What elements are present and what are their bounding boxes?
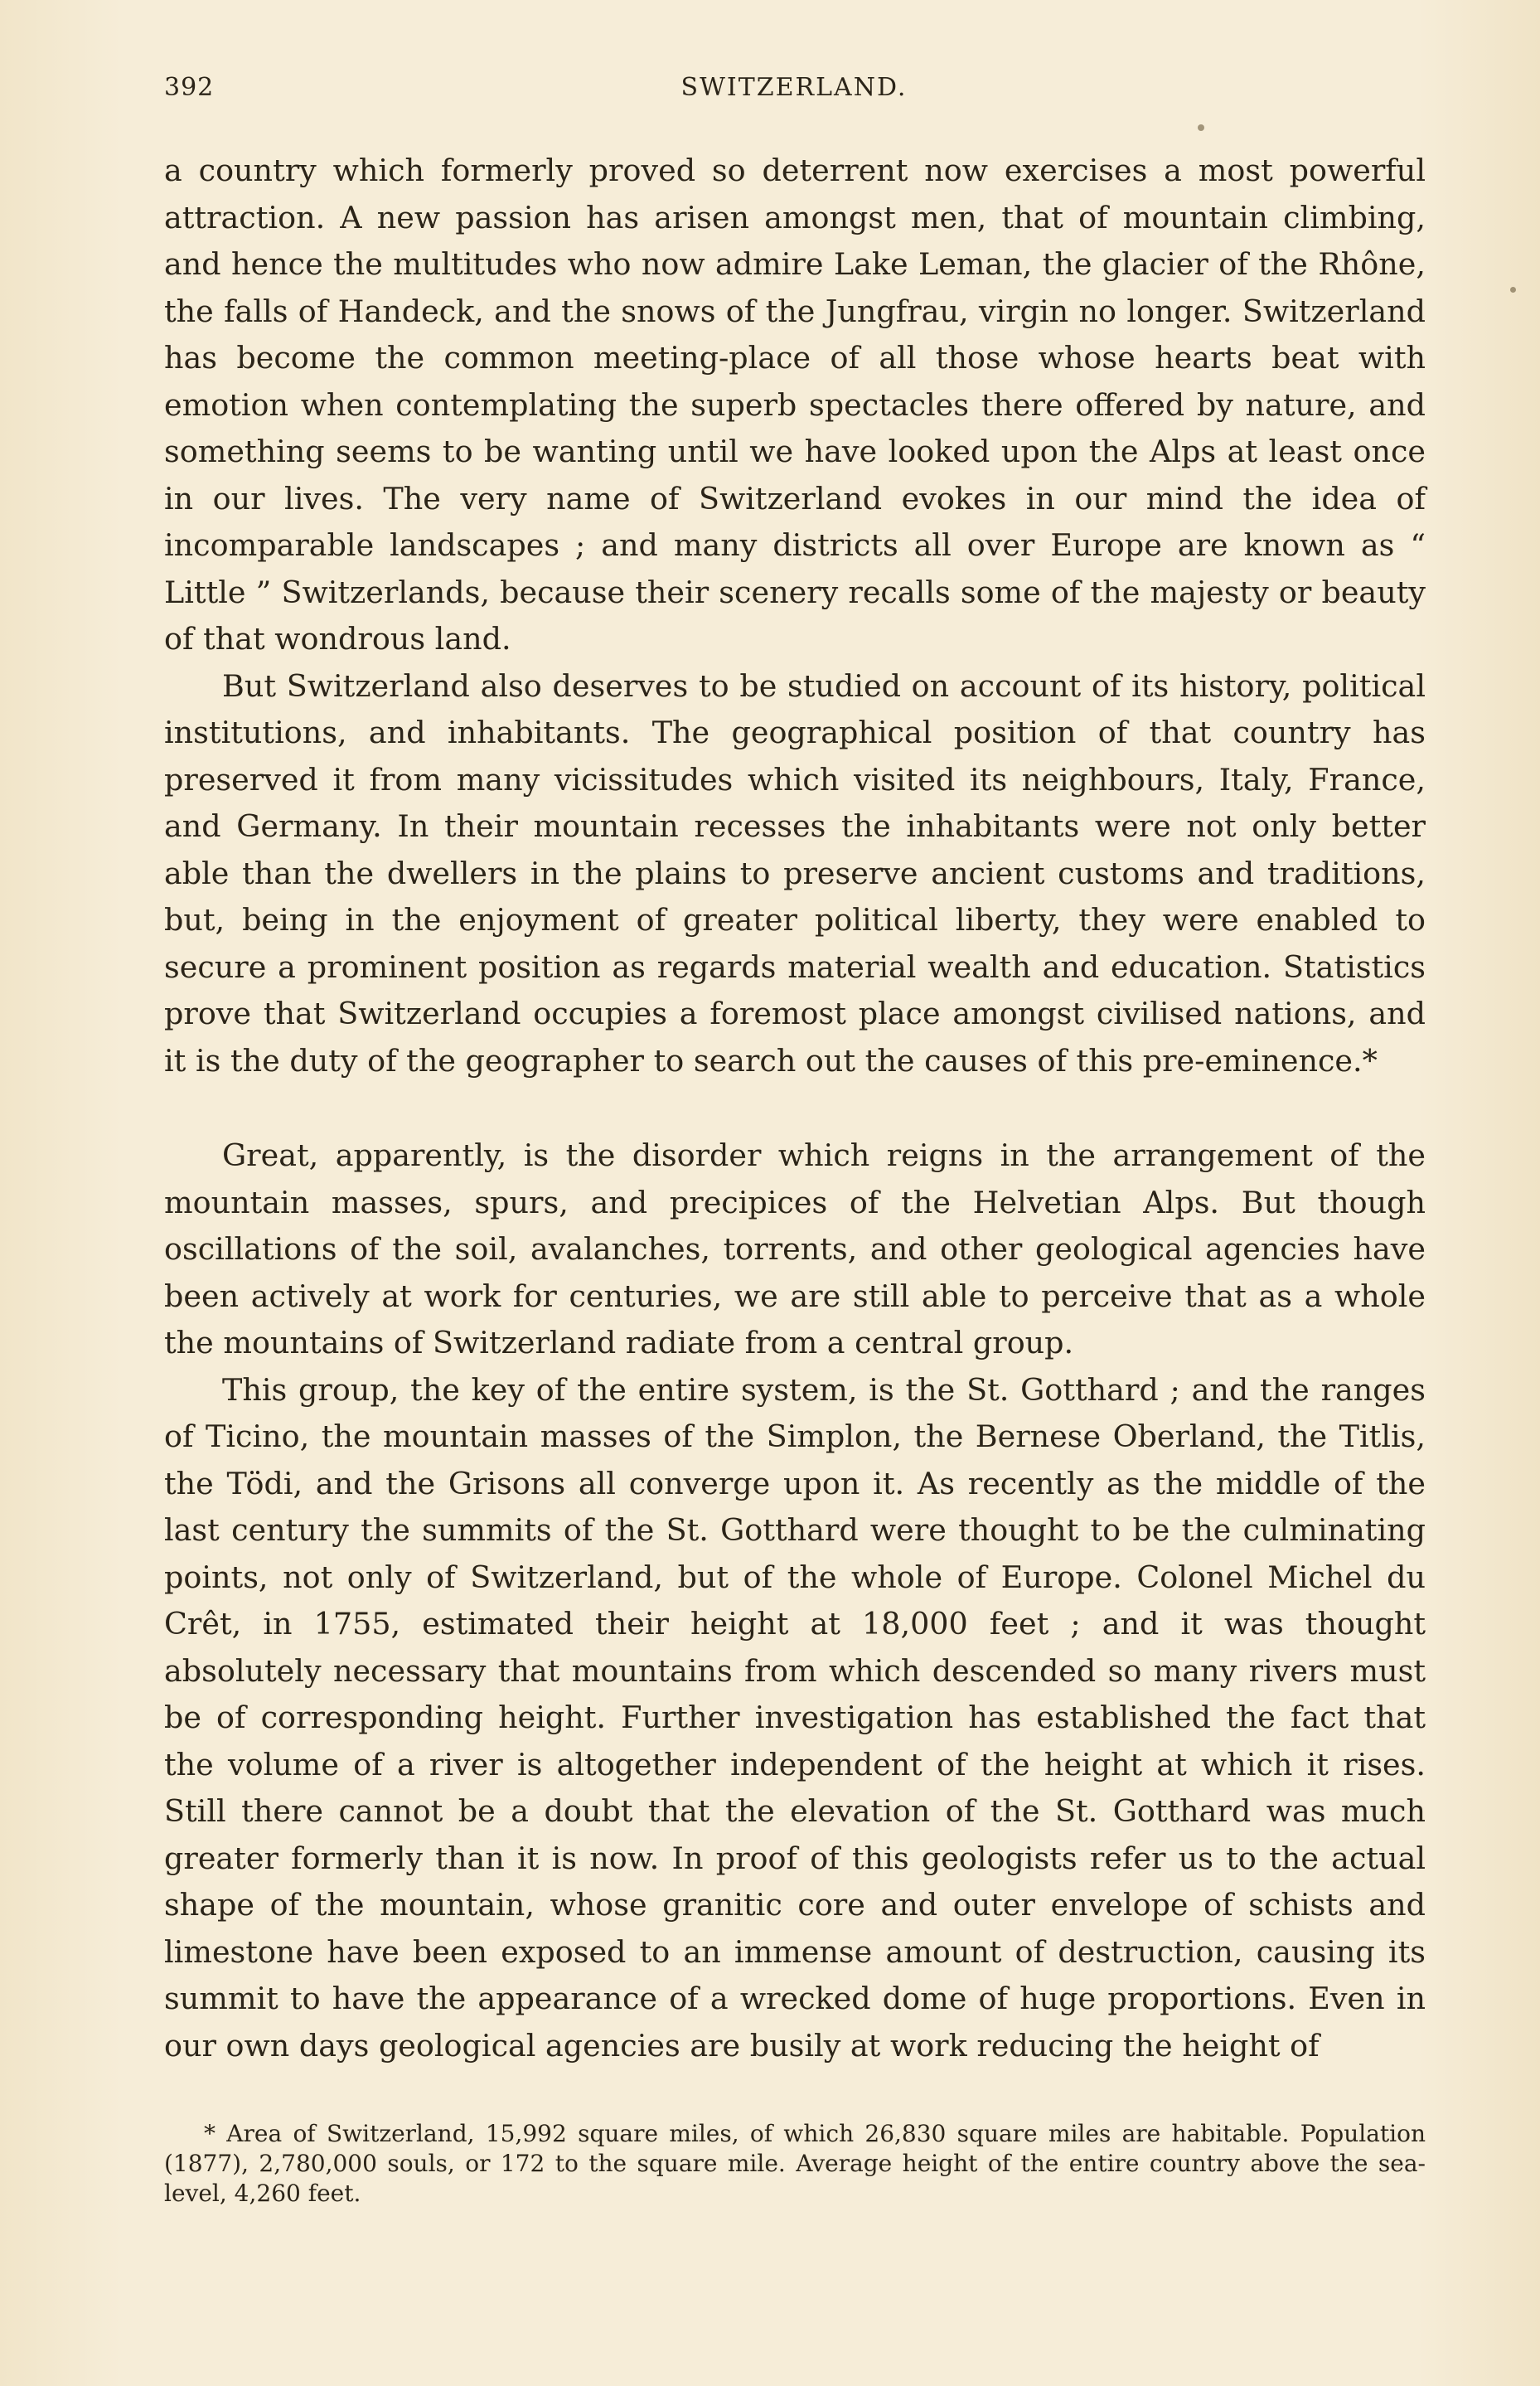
print-speck (1198, 124, 1204, 131)
page-header (164, 73, 1424, 114)
paragraph-mountain-masses: Great, apparently, is the disorder which reigns in the arrangement of the mountain masses, spurs, and precipices of the Helvetian Alps. But though oscillations of the soil, avalanches, torrents, and other geological agencies have been actively at work for centuries, we are still able to perceive that as a whole the mountains of Switzerland radiate from a central group. (164, 1137, 1426, 1360)
footnote-marker: * (204, 2120, 216, 2147)
running-title: SWITZERLAND. (680, 73, 908, 102)
print-speck (1510, 287, 1516, 293)
paragraph-history: But Switzerland also deserves to be studied on account of its history, political institutions, and inhabitants. The geographical position of that country has preserved it from many vicissitudes which visited its neighbours, Italy, France, and Germany. In their mountain recesses the inhabitants were not only better able than the dwellers in the plains to preserve ancient customs and traditions, but, being in the enjoyment of greater political liberty, they were enabled to secure a prominent position as regards material wealth and education. Statistics prove that Switzerland occupies a foremost place amongst civilised nations, and it is the duty of the geographer to search out the causes of this pre-eminence.* (164, 667, 1426, 1079)
footnote (164, 2119, 1426, 2209)
paragraph-continuation: a country which formerly proved so deterrent now exercises a most powerful attraction. A new passion has arisen amongst men, that of mountain climbing, and hence the multitudes who now admire Lake Leman, the glacier of the Rhône, the falls of Handeck, and the snows of the Jungfrau, virgin no longer. Switzerland has become the common meeting-place of all those whose hearts beat with emotion when contemplating the superb spectacles there offered by nature, and something seems to be wanting until we have looked upon the Alps at least once in our lives. The very name of Switzerland evokes in our mind the idea of incomparable landscapes ; and many districts all over Europe are known as “ Little ” Switzerlands, because their scenery recalls some of the majesty or beauty of that wondrous land. (164, 153, 1426, 657)
footnote-text: Area of Switzerland, 15,992 square miles, of which 26,830 square miles are habitable. Population (1877), 2,780,000 souls, or 172 to the square mile. Average height of the entire country above the sea-level, 4,260 feet. (164, 2120, 1426, 2207)
paragraph-st-gotthard: This group, the key of the entire system, is the St. Gotthard ; and the ranges of Ticino, the mountain masses of the Simplon, the Bernese Oberland, the Titlis, the Tödi, and the Grisons all converge upon it. As recently as the middle of the last century the summits of the St. Gotthard were thought to be the culminating points, not only of Switzerland, but of the whole of Europe. Colonel Michel du Crêt, in 1755, estimated their height at 18,000 feet ; and it was thought absolutely necessary that mountains from which descended so many rivers must be of corresponding height. Further investigation has established the fact that the volume of a river is altogether independent of the height at which it rises. Still there cannot be a doubt that the elevation of the St. Gotthard was much greater formerly than it is now. In proof of this geologists refer us to the actual shape of the mountain, whose granitic core and outer envelope of schists and limestone have been exposed to an immense amount of destruction, causing its summit to have the appearance of a wrecked dome of huge proportions. Even in our own days geological agencies are busily at work reducing the height of (164, 1371, 1426, 2064)
page-number: 392 (164, 73, 215, 102)
body-text (164, 148, 1426, 2069)
